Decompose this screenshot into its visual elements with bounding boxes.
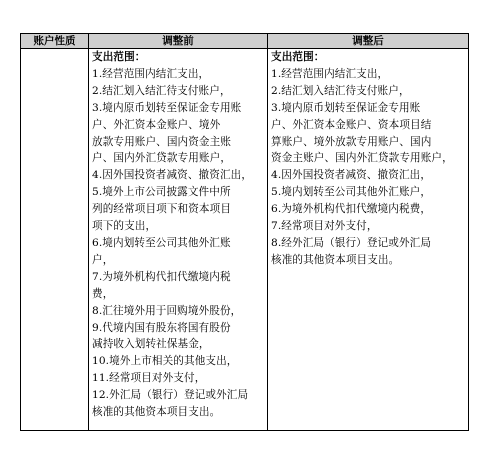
before-text-line: 项下的支出，: [92, 220, 157, 233]
before-text-line: 减持收入划转社保基金，: [92, 338, 210, 351]
before-text-line: 放款专用账户、国内资金主账: [92, 135, 232, 148]
before-text-line: 列的经常项目项下和资本项目: [92, 203, 232, 216]
after-text-line: 4.因外国投资者减资、撤资汇出，: [271, 169, 432, 182]
before-text-line: 户，: [92, 253, 114, 266]
before-text-line: 户、外汇资本金账户、境外: [92, 118, 221, 131]
after-title: 支出范围：: [271, 51, 325, 63]
after-text-line: 3.境内原币划转至保证金专用账: [271, 101, 421, 114]
after-text-line: 户、外汇资本金账户、资本项目结: [271, 118, 432, 131]
before-cell: [92, 49, 264, 421]
before-text-line: 4.因外国投资者减资、撤资汇出，: [92, 169, 253, 182]
header-before: 调整前: [162, 35, 194, 47]
before-text-line: 9.代境内国有股东将国有股份: [92, 321, 231, 334]
before-text-line: 11.经常项目对外支付，: [92, 372, 206, 385]
comparison-table: [20, 33, 469, 431]
before-text-line: 12.外汇局（银行）登记或外汇局: [92, 389, 249, 402]
column-divider: [88, 34, 89, 430]
before-text-line: 户、国内外汇贷款专用账户，: [92, 152, 232, 165]
after-text-line: 算账户、境外放款专用账户、国内: [271, 135, 432, 148]
before-text-line: 7.为境外机构代扣代缴境内税: [92, 270, 231, 283]
after-text-line: 1.经营范围内结汇支出，: [271, 67, 389, 80]
after-text-line: 核准的其他资本项目支出。: [271, 253, 400, 266]
before-text-line: 3.境内原币划转至保证金专用账: [92, 101, 242, 114]
after-text-line: 8.经外汇局（银行）登记或外汇局: [271, 236, 432, 249]
before-title: 支出范围：: [92, 51, 146, 63]
after-text-line: 资金主账户、国内外汇贷款专用账户，: [271, 152, 453, 165]
before-text-line: 6.境内划转至公司其他外汇账: [92, 236, 231, 249]
header-after: 调整后: [352, 35, 384, 47]
after-cell: [271, 49, 466, 269]
header-account-type: 账户性质: [33, 35, 76, 47]
before-text-line: 1.经营范围内结汇支出，: [92, 67, 210, 80]
before-text-line: 费，: [92, 287, 114, 300]
before-text-line: 核准的其他资本项目支出。: [92, 406, 221, 419]
before-text-line: 10.境外上市相关的其他支出，: [92, 355, 238, 368]
after-text-line: 7.经常项目对外支付，: [271, 220, 378, 233]
after-text-line: 6.为境外机构代扣代缴境内税费，: [271, 203, 432, 216]
before-text-line: 5.境外上市公司披露文件中所: [92, 186, 231, 199]
before-text-line: 2.结汇划入结汇待支付账户，: [92, 84, 231, 97]
column-divider: [267, 34, 268, 430]
before-text-line: 8.汇往境外用于回购境外股份，: [92, 304, 242, 317]
after-text-line: 5.境内划转至公司其他外汇账户，: [271, 186, 432, 199]
after-text-line: 2.结汇划入结汇待支付账户，: [271, 84, 410, 97]
